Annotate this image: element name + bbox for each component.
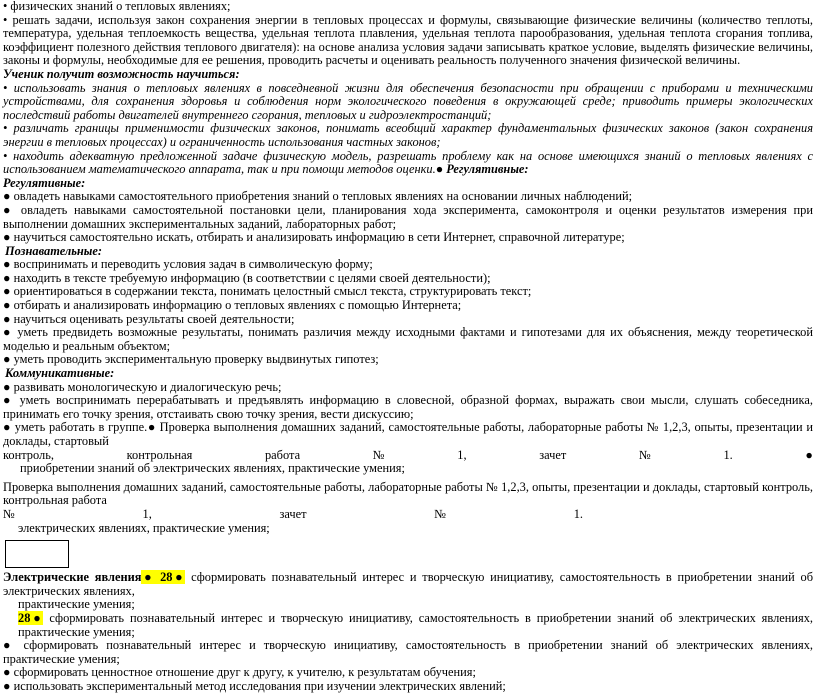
paragraph-text: сформировать познавательный интерес и творческую инициативу, самостоятельность в приобретении знаний об электрических явлениях, практические умения; [18,610,814,639]
word: ● [805,447,813,462]
word: № [3,506,15,521]
list-item [3,612,813,639]
word: № [372,447,385,462]
bullet-line: • физических знаний о тепловых явлениях; [3,0,231,13]
list-item: ● уметь работать в группе.● Проверка выполнения домашних заданий, самостоятельные работы, лабораторные работы № 1,2,3, опыты, презентации и доклады, стартовый [3,420,813,448]
list-item: электрических явлениях, практические умения; [18,520,270,535]
list-item: приобретении знаний об электрических явлениях, практические умения; [20,461,405,476]
bullet-paragraph: • различать границы применимости физических законов, понимать всеобщий характер фундаментальных физических законов (закон сохранения энергии в тепловых процессах) и ограниченность использования частных законов; [3,121,813,149]
bullet-paragraph: • решать задачи, используя закон сохранения энергии в тепловых процессах и формулы, связывающие физические величины (количество теплоты, температура, удельная теплоемкость вещества, удельная теплота плавления, удельная теплота парообразования, удельная теплота сгорания топлива, коэффициент полезного действия теплового двигателя): на основе анализа условия задачи записывать краткое условие, выделять физические величины, законы и формулы, необходимые для ее решения, проводить расчеты и оценивать реальность полученного значения физической величины. [3,12,813,68]
bullet-paragraph [3,150,813,177]
section-heading: Ученик получит возможность научиться: [3,66,240,81]
list-item: ● воспринимать и переводить условия задач в символическую форму; [3,257,373,272]
word: 1. [723,447,733,462]
heading-regulative: Регулятивные: [3,175,86,190]
inline-heading: ● Регулятивные: [435,162,529,177]
list-item: ● научиться оценивать результаты своей деятельности; [3,311,295,326]
list-item: ● уметь предвидеть возможные результаты, понимать различия между исходными фактами и гипотезами для их объяснения, между теоретической моделью и реальным объектом; [3,325,813,353]
word: зачет [279,506,307,521]
list-item: ● уметь проводить экспериментальную проверку выдвинутых гипотез; [3,352,379,367]
list-item: ● уметь воспринимать перерабатывать и предъявлять информацию в словесной, образной формах, выражать свои мысли, слушать собеседника, принимать его точку зрения, отстаивать свою точку зрения, вести дискуссию; [3,393,813,421]
heading-cognitive: Познавательные: [5,243,103,258]
paragraph-text: сформировать познавательный интерес и творческую инициативу, самостоятельность в приобретении знаний об электрических явлениях, [3,570,813,598]
list-item: ● находить в тексте требуемую информацию (в соответствии с целями своей деятельности); [3,270,491,285]
bullet-paragraph: • использовать знания о тепловых явлениях в повседневной жизни для обеспечения безопасности при обращении с приборами и техническими устройствами, для сохранения здоровья и соблюдения норм экологического поведения в окружающей среде; приводить примеры экологических последствий работы двигателей внутреннего сгорания, тепловых и гидроэлектростанций; [3,80,813,122]
paragraph-text: • находить адекватную предложенной задаче физическую модель, разрешать проблему как на основе имеющихся знаний о тепловых явлениях с использованием математического аппарата, так и при помощи методов оценки. [3,148,813,177]
word: 1, [457,447,467,462]
list-item: ● ориентироваться в содержании текста, понимать целостный смысл текста, структурировать текст; [3,284,532,299]
word: контрольная [126,447,193,462]
topic-title: Электрические явления [3,570,142,585]
hours-badge: 28● [18,610,44,625]
word: зачет [539,447,567,462]
hours-badge: ● 28● [141,570,186,585]
list-item: ● сформировать ценностное отношение друг к другу, к учителю, к результатам обучения; [3,665,476,680]
word: 1, [142,506,152,521]
word: 1. [573,506,583,521]
list-item: ● научиться самостоятельно искать, отбирать и анализировать информацию в сети Интернет, справочной литературе; [3,230,625,245]
spread-line [3,508,813,522]
list-item: ● развивать монологическую и диалогическую речь; [3,379,282,394]
spread-line [3,449,813,463]
list-item: ● сформировать познавательный интерес и творческую инициативу, самостоятельность в приобретении знаний об электрических явлениях, практические умения; [3,638,813,666]
list-item: ● использовать экспериментальный метод исследования при изучении электрических явлений; [3,678,506,693]
word: контроль, [3,447,54,462]
list-item: ● отбирать и анализировать информацию о тепловых явлениях с помощью Интернета; [3,298,462,313]
word: работа [264,447,301,462]
heading-communicative: Коммуникативные: [5,366,115,381]
control-paragraph: Проверка выполнения домашних заданий, самостоятельные работы, лабораторные работы № 1,2,3, опыты, презентации и доклады, стартовый контроль, контрольная работа [3,479,813,508]
list-item: ● овладеть навыками самостоятельной постановки цели, планирования хода эксперимента, самоконтроля и оценки результатов измерения при выполнении домашних экспериментальных заданий, лабораторных работ; [3,202,813,231]
word: № [638,447,651,462]
list-item: ● овладеть навыками самостоятельного приобретения знаний о тепловых явлениях на основании личных наблюдений; [3,189,633,204]
list-item: практические умения; [18,597,135,612]
empty-box [5,540,69,568]
word: № [434,506,447,521]
